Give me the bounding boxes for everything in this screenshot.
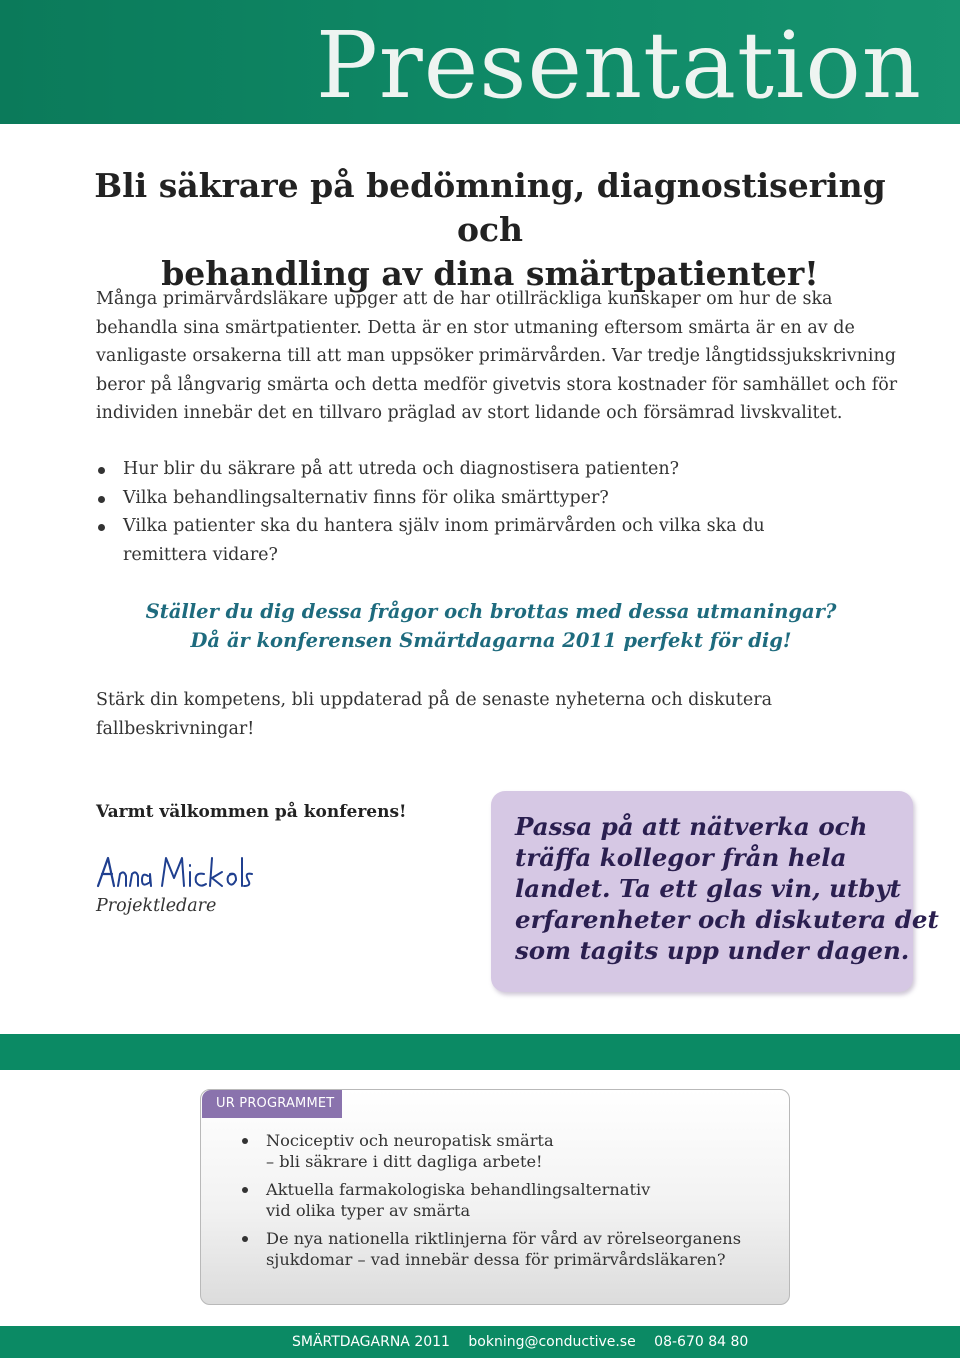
intro-paragraph <box>96 285 906 428</box>
callout-text <box>60 597 922 655</box>
callout-line: Ställer du dig dessa frågor och brottas med dessa utmaningar? <box>145 600 837 623</box>
footer-phone: 08-670 84 80 <box>654 1334 749 1350</box>
question-item <box>96 455 896 484</box>
intro-line: behandla sina smärtpatienter. Detta är en stor utmaning eftersom smärta är en av de <box>96 317 855 338</box>
bullet-icon <box>98 467 105 474</box>
question-text: Hur blir du säkrare på att utreda och diagnostisera patienten? <box>123 459 680 479</box>
question-item <box>96 512 896 569</box>
footer-email-link[interactable]: bokning@conductive.se <box>468 1334 636 1350</box>
header-band <box>0 0 960 124</box>
bullet-icon <box>242 1236 248 1242</box>
question-list <box>96 455 896 569</box>
intro-line: vanligaste orsakerna till att man uppsöker primärvården. Var tredje långtidssjukskrivning <box>96 346 896 367</box>
bullet-icon <box>242 1187 248 1193</box>
program-item <box>240 1130 780 1172</box>
headline-line: behandling av dina smärtpatienter! <box>161 254 819 293</box>
program-item-text: – bli säkrare i ditt dagliga arbete! <box>266 1152 543 1171</box>
footer-contact <box>292 1326 762 1358</box>
program-item <box>240 1228 780 1270</box>
bullet-icon <box>242 1138 248 1144</box>
program-item-text: De nya nationella riktlinjerna för vård av rörelseorganens <box>266 1229 742 1248</box>
program-item-text: sjukdomar – vad innebär dessa för primärvårdsläkaren? <box>266 1250 726 1269</box>
program-item-text: Aktuella farmakologiska behandlingsalternativ <box>266 1180 651 1199</box>
signer-role: Projektledare <box>96 896 217 916</box>
networking-line: träffa kollegor från hela <box>515 843 847 872</box>
question-item <box>96 484 896 513</box>
bullet-icon <box>98 496 105 503</box>
question-text: Vilka behandlingsalternativ finns för olika smärttyper? <box>123 487 609 508</box>
networking-line: erfarenheter och diskutera det <box>515 905 939 934</box>
outro-line: Stärk din kompetens, bli uppdaterad på de senaste nyheterna och diskutera <box>96 690 773 710</box>
program-item <box>240 1179 780 1221</box>
question-text: remittera vidare? <box>123 544 278 565</box>
welcome-text: Varmt välkommen på konferens! <box>96 802 407 822</box>
headline-line: Bli säkrare på bedömning, diagnostisering och <box>94 166 886 249</box>
footer-band <box>0 1326 960 1358</box>
page-title: Presentation <box>315 12 922 119</box>
question-text: Vilka patienter ska du hantera själv inom primärvården och vilka ska du <box>123 516 765 537</box>
program-tag: UR PROGRAMMET <box>202 1090 342 1118</box>
headline <box>60 164 920 296</box>
divider-band <box>0 1034 960 1070</box>
signature-image <box>94 852 254 898</box>
bullet-icon <box>98 524 105 531</box>
intro-line: individen innebär det en tillvaro präglad av stort lidande och försämrad livskvalitet. <box>96 403 843 424</box>
footer-event: SMÄRTDAGARNA 2011 <box>292 1334 450 1350</box>
outro-paragraph <box>96 686 896 743</box>
networking-line: landet. Ta ett glas vin, utbyt <box>515 874 901 903</box>
program-item-text: vid olika typer av smärta <box>266 1201 471 1220</box>
intro-line: Många primärvårdsläkare uppger att de har otillräckliga kunskaper om hur de ska <box>96 289 833 309</box>
outro-line: fallbeskrivningar! <box>96 718 255 739</box>
networking-line: Passa på att nätverka och <box>515 812 868 841</box>
intro-line: beror på långvarig smärta och detta medför givetvis stora kostnader för samhället och för <box>96 374 898 395</box>
callout-line: Då är konferensen Smärtdagarna 2011 perfekt för dig! <box>190 629 792 652</box>
networking-callout-box <box>491 791 939 992</box>
networking-line: som tagits upp under dagen. <box>515 936 910 965</box>
program-item-text: Nociceptiv och neuropatisk smärta <box>266 1131 554 1150</box>
program-list <box>240 1130 780 1277</box>
